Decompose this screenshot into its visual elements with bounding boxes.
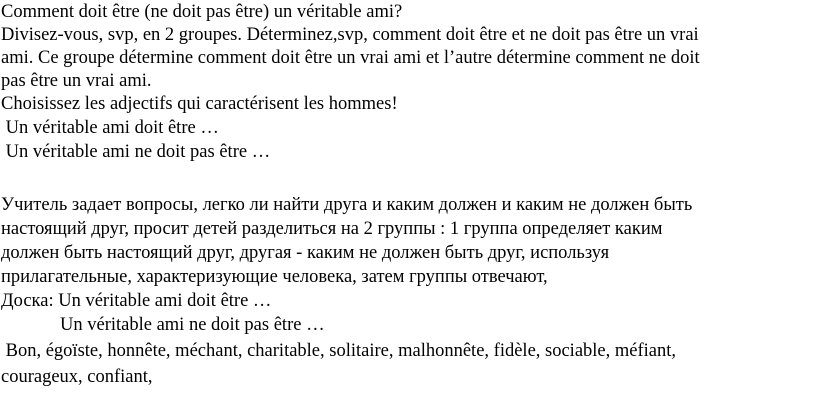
instruction-line-2: ami. Ce groupe détermine comment doit être un vrai ami et l’autre détermine comment ne doit: [1, 48, 700, 68]
russian-line-3: должен быть настоящий друг, другая - каким не должен быть друг, используя: [1, 243, 610, 263]
prompt-doit-etre: Un véritable ami doit être …: [1, 118, 219, 138]
instruction-line-3: pas être un vrai ami.: [1, 71, 152, 91]
adjective-list-line-1: Bon, égoïste, honnête, méchant, charitable, solitaire, malhonnête, fidèle, sociable, méfiant,: [1, 341, 677, 361]
adjectives-instruction: Choisissez les adjectifs qui caractérisent les hommes!: [1, 94, 398, 114]
question-title: Comment doit être (ne doit pas être) un véritable ami?: [1, 2, 403, 22]
board-line-2: Un véritable ami ne doit pas être …: [60, 315, 325, 335]
russian-line-4: прилагательные, характеризующие человека, затем группы отвечают,: [1, 267, 548, 287]
prompt-ne-doit-pas-etre: Un véritable ami ne doit pas être …: [1, 142, 271, 162]
russian-line-2: настоящий друг, просит детей разделиться на 2 группы : 1 группа определяет каким: [1, 219, 663, 239]
adjective-list-line-2: courageux, confiant,: [1, 367, 153, 387]
instruction-line-1: Divisez-vous, svp, en 2 groupes. Déterminez,svp, comment doit être et ne doit pas être un vrai: [1, 25, 699, 45]
board-line-1: Доска: Un véritable ami doit être …: [1, 291, 272, 311]
russian-line-1: Учитель задает вопросы, легко ли найти друга и каким должен и каким не должен быть: [1, 195, 693, 215]
